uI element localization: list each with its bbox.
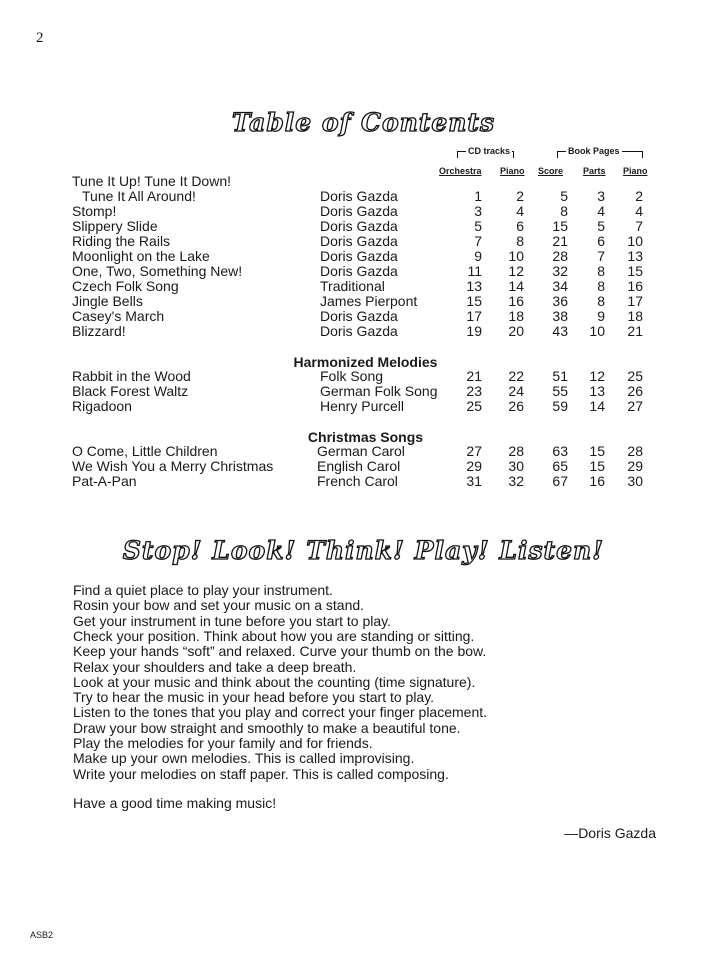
score-page: 63 bbox=[552, 443, 568, 459]
song-title: Riding the Rails bbox=[72, 233, 171, 249]
song-title: Pat-A-Pan bbox=[72, 473, 137, 489]
piano-page: 30 bbox=[627, 473, 643, 489]
parts-page: 6 bbox=[597, 233, 605, 249]
col-parts: Parts bbox=[583, 166, 606, 176]
song-title: Rigadoon bbox=[72, 398, 132, 414]
composer: Doris Gazda bbox=[320, 188, 398, 204]
song-title: Jingle Bells bbox=[72, 293, 143, 309]
orchestra-track: 1 bbox=[474, 188, 482, 204]
piano-page: 29 bbox=[627, 458, 643, 474]
score-page: 28 bbox=[552, 248, 568, 264]
score-page: 67 bbox=[552, 473, 568, 489]
composer: German Folk Song bbox=[320, 383, 438, 399]
piano-page: 15 bbox=[627, 263, 643, 279]
composer: Doris Gazda bbox=[320, 218, 398, 234]
toc-row bbox=[0, 189, 727, 204]
piano-page: 17 bbox=[627, 293, 643, 309]
composer: Doris Gazda bbox=[320, 203, 398, 219]
piano-page: 4 bbox=[635, 203, 643, 219]
song-title: Blizzard! bbox=[72, 323, 126, 339]
orchestra-track: 29 bbox=[466, 458, 482, 474]
tip-line: Look at your music and think about the counting (time signature). bbox=[73, 673, 476, 690]
piano-track: 32 bbox=[508, 473, 524, 489]
toc-row bbox=[0, 309, 727, 324]
parts-page: 10 bbox=[589, 323, 605, 339]
piano-track: 24 bbox=[508, 383, 524, 399]
score-page: 43 bbox=[552, 323, 568, 339]
composer: Doris Gazda bbox=[320, 323, 398, 339]
composer: Traditional bbox=[320, 278, 385, 294]
song-title: Stomp! bbox=[72, 203, 117, 219]
piano-track: 14 bbox=[508, 278, 524, 294]
tip-line: Find a quiet place to play your instrument. bbox=[73, 582, 333, 598]
song-title: Moonlight on the Lake bbox=[72, 248, 210, 264]
parts-page: 16 bbox=[589, 473, 605, 489]
toc-row bbox=[0, 234, 727, 249]
piano-track: 4 bbox=[516, 203, 524, 219]
piano-track: 26 bbox=[508, 398, 524, 414]
toc-row bbox=[0, 294, 727, 309]
col-cd-piano: Piano bbox=[500, 166, 525, 176]
composer: Doris Gazda bbox=[320, 308, 398, 324]
score-page: 65 bbox=[552, 458, 568, 474]
toc-row bbox=[0, 474, 727, 489]
orchestra-track: 19 bbox=[466, 323, 482, 339]
composer: Doris Gazda bbox=[320, 233, 398, 249]
orchestra-track: 11 bbox=[467, 263, 482, 279]
tip-line: Check your position. Think about how you are standing or sitting. bbox=[73, 627, 475, 644]
parts-page: 14 bbox=[589, 398, 605, 414]
toc-row bbox=[0, 204, 727, 219]
song-title: One, Two, Something New! bbox=[72, 263, 243, 279]
parts-page: 9 bbox=[597, 308, 605, 324]
parts-page: 4 bbox=[597, 203, 605, 219]
tip-line: Try to hear the music in your head before you start to play. bbox=[73, 689, 435, 706]
orchestra-track: 23 bbox=[466, 383, 482, 399]
piano-track: 2 bbox=[516, 188, 524, 204]
toc-row bbox=[0, 219, 727, 234]
score-page: 55 bbox=[552, 383, 568, 399]
col-score: Score bbox=[538, 166, 564, 176]
piano-track: 18 bbox=[508, 308, 524, 324]
score-page: 59 bbox=[552, 398, 568, 414]
orchestra-track: 15 bbox=[466, 293, 482, 309]
tip-line: Rosin your bow and set your music on a stand. bbox=[73, 597, 365, 614]
section-heading: Harmonized Melodies bbox=[293, 354, 438, 370]
toc-row bbox=[0, 249, 727, 264]
piano-page: 25 bbox=[627, 368, 643, 384]
tip-line: Write your melodies on staff paper. This is called composing. bbox=[73, 765, 449, 782]
song-title: Tune It Up! Tune It Down! bbox=[72, 173, 232, 189]
col-book-piano: Piano bbox=[623, 166, 648, 176]
parts-page: 7 bbox=[597, 248, 605, 264]
tip-line: Draw your bow straight and smoothly to make a beautiful tone. bbox=[73, 719, 461, 736]
piano-page: 13 bbox=[627, 248, 643, 264]
composer: Doris Gazda bbox=[320, 248, 398, 264]
song-title: Slippery Slide bbox=[72, 218, 158, 234]
song-title: Black Forest Waltz bbox=[72, 383, 189, 399]
song-title: O Come, Little Children bbox=[72, 443, 218, 459]
piano-page: 18 bbox=[627, 308, 643, 324]
song-title: Casey's March bbox=[72, 308, 165, 324]
signature: —Doris Gazda bbox=[564, 825, 656, 841]
orchestra-track: 7 bbox=[474, 233, 482, 249]
tip-line: Keep your hands “soft” and relaxed. Curve your thumb on the bow. bbox=[73, 643, 487, 660]
piano-track: 28 bbox=[508, 443, 524, 459]
orchestra-track: 9 bbox=[474, 248, 482, 264]
score-page: 15 bbox=[552, 218, 568, 234]
parts-page: 3 bbox=[597, 188, 605, 204]
piano-track: 16 bbox=[508, 293, 524, 309]
song-title: We Wish You a Merry Christmas bbox=[72, 458, 274, 474]
song-title: Tune It All Around! bbox=[82, 188, 196, 204]
cd-tracks-label: CD tracks bbox=[468, 146, 511, 156]
parts-page: 13 bbox=[589, 383, 605, 399]
orchestra-track: 17 bbox=[466, 308, 482, 324]
parts-page: 8 bbox=[597, 293, 605, 309]
piano-page: 16 bbox=[627, 278, 643, 294]
piano-page: 21 bbox=[627, 323, 643, 339]
footer-code: ASB2 bbox=[30, 930, 54, 940]
composer: French Carol bbox=[317, 473, 398, 489]
score-page: 32 bbox=[552, 263, 568, 279]
section-heading: Christmas Songs bbox=[307, 429, 424, 445]
score-page: 34 bbox=[552, 278, 568, 294]
tip-line: Make up your own melodies. This is called improvising. bbox=[73, 750, 415, 767]
page-number: 2 bbox=[36, 30, 44, 46]
parts-page: 15 bbox=[589, 458, 605, 474]
piano-track: 12 bbox=[508, 263, 524, 279]
piano-track: 6 bbox=[516, 218, 524, 234]
piano-track: 30 bbox=[508, 458, 524, 474]
score-page: 8 bbox=[560, 203, 568, 219]
orchestra-track: 25 bbox=[466, 398, 482, 414]
composer: Henry Purcell bbox=[320, 398, 405, 414]
book-pages-label: Book Pages bbox=[568, 146, 620, 156]
composer: English Carol bbox=[317, 458, 401, 474]
toc-title: Table of Contents bbox=[231, 108, 496, 137]
toc-row bbox=[0, 174, 727, 189]
parts-page: 5 bbox=[597, 218, 605, 234]
toc-row bbox=[0, 264, 727, 279]
score-page: 51 bbox=[552, 368, 568, 384]
piano-page: 10 bbox=[627, 233, 643, 249]
closing-line: Have a good time making music! bbox=[73, 795, 277, 811]
orchestra-track: 21 bbox=[466, 368, 482, 384]
song-title: Rabbit in the Wood bbox=[72, 368, 191, 384]
piano-track: 10 bbox=[508, 248, 524, 264]
piano-page: 2 bbox=[635, 188, 643, 204]
parts-page: 12 bbox=[589, 368, 605, 384]
composer: Doris Gazda bbox=[320, 263, 398, 279]
toc-row bbox=[0, 324, 727, 339]
parts-page: 8 bbox=[597, 278, 605, 294]
orchestra-track: 13 bbox=[466, 278, 482, 294]
toc-row bbox=[0, 369, 727, 384]
composer: James Pierpont bbox=[320, 293, 418, 309]
piano-page: 28 bbox=[627, 443, 643, 459]
tip-line: Get your instrument in tune before you start to play. bbox=[73, 612, 392, 629]
piano-page: 7 bbox=[635, 218, 643, 234]
tip-line: Play the melodies for your family and for friends. bbox=[73, 735, 373, 751]
tip-line: Listen to the tones that you play and correct your finger placement. bbox=[73, 704, 488, 721]
composer: German Carol bbox=[317, 443, 405, 459]
composer: Folk Song bbox=[320, 368, 384, 384]
toc-row bbox=[0, 279, 727, 294]
orchestra-track: 5 bbox=[474, 218, 482, 234]
col-orchestra: Orchestra bbox=[439, 166, 482, 176]
score-page: 38 bbox=[552, 308, 568, 324]
orchestra-track: 31 bbox=[466, 473, 482, 489]
score-page: 36 bbox=[552, 293, 568, 309]
tip-line: Relax your shoulders and take a deep breath. bbox=[73, 658, 357, 675]
toc-row bbox=[0, 399, 727, 414]
piano-track: 22 bbox=[508, 368, 524, 384]
tips-title: Stop! Look! Think! Play! Listen! bbox=[122, 536, 605, 565]
score-page: 21 bbox=[552, 233, 568, 249]
orchestra-track: 3 bbox=[474, 203, 482, 219]
parts-page: 15 bbox=[589, 443, 605, 459]
song-title: Czech Folk Song bbox=[72, 278, 179, 294]
score-page: 5 bbox=[560, 188, 568, 204]
piano-page: 27 bbox=[627, 398, 643, 414]
piano-page: 26 bbox=[627, 383, 643, 399]
toc-row bbox=[0, 459, 727, 474]
parts-page: 8 bbox=[597, 263, 605, 279]
piano-track: 8 bbox=[516, 233, 524, 249]
orchestra-track: 27 bbox=[466, 443, 482, 459]
piano-track: 20 bbox=[508, 323, 524, 339]
toc-row bbox=[0, 444, 727, 459]
toc-row bbox=[0, 384, 727, 399]
